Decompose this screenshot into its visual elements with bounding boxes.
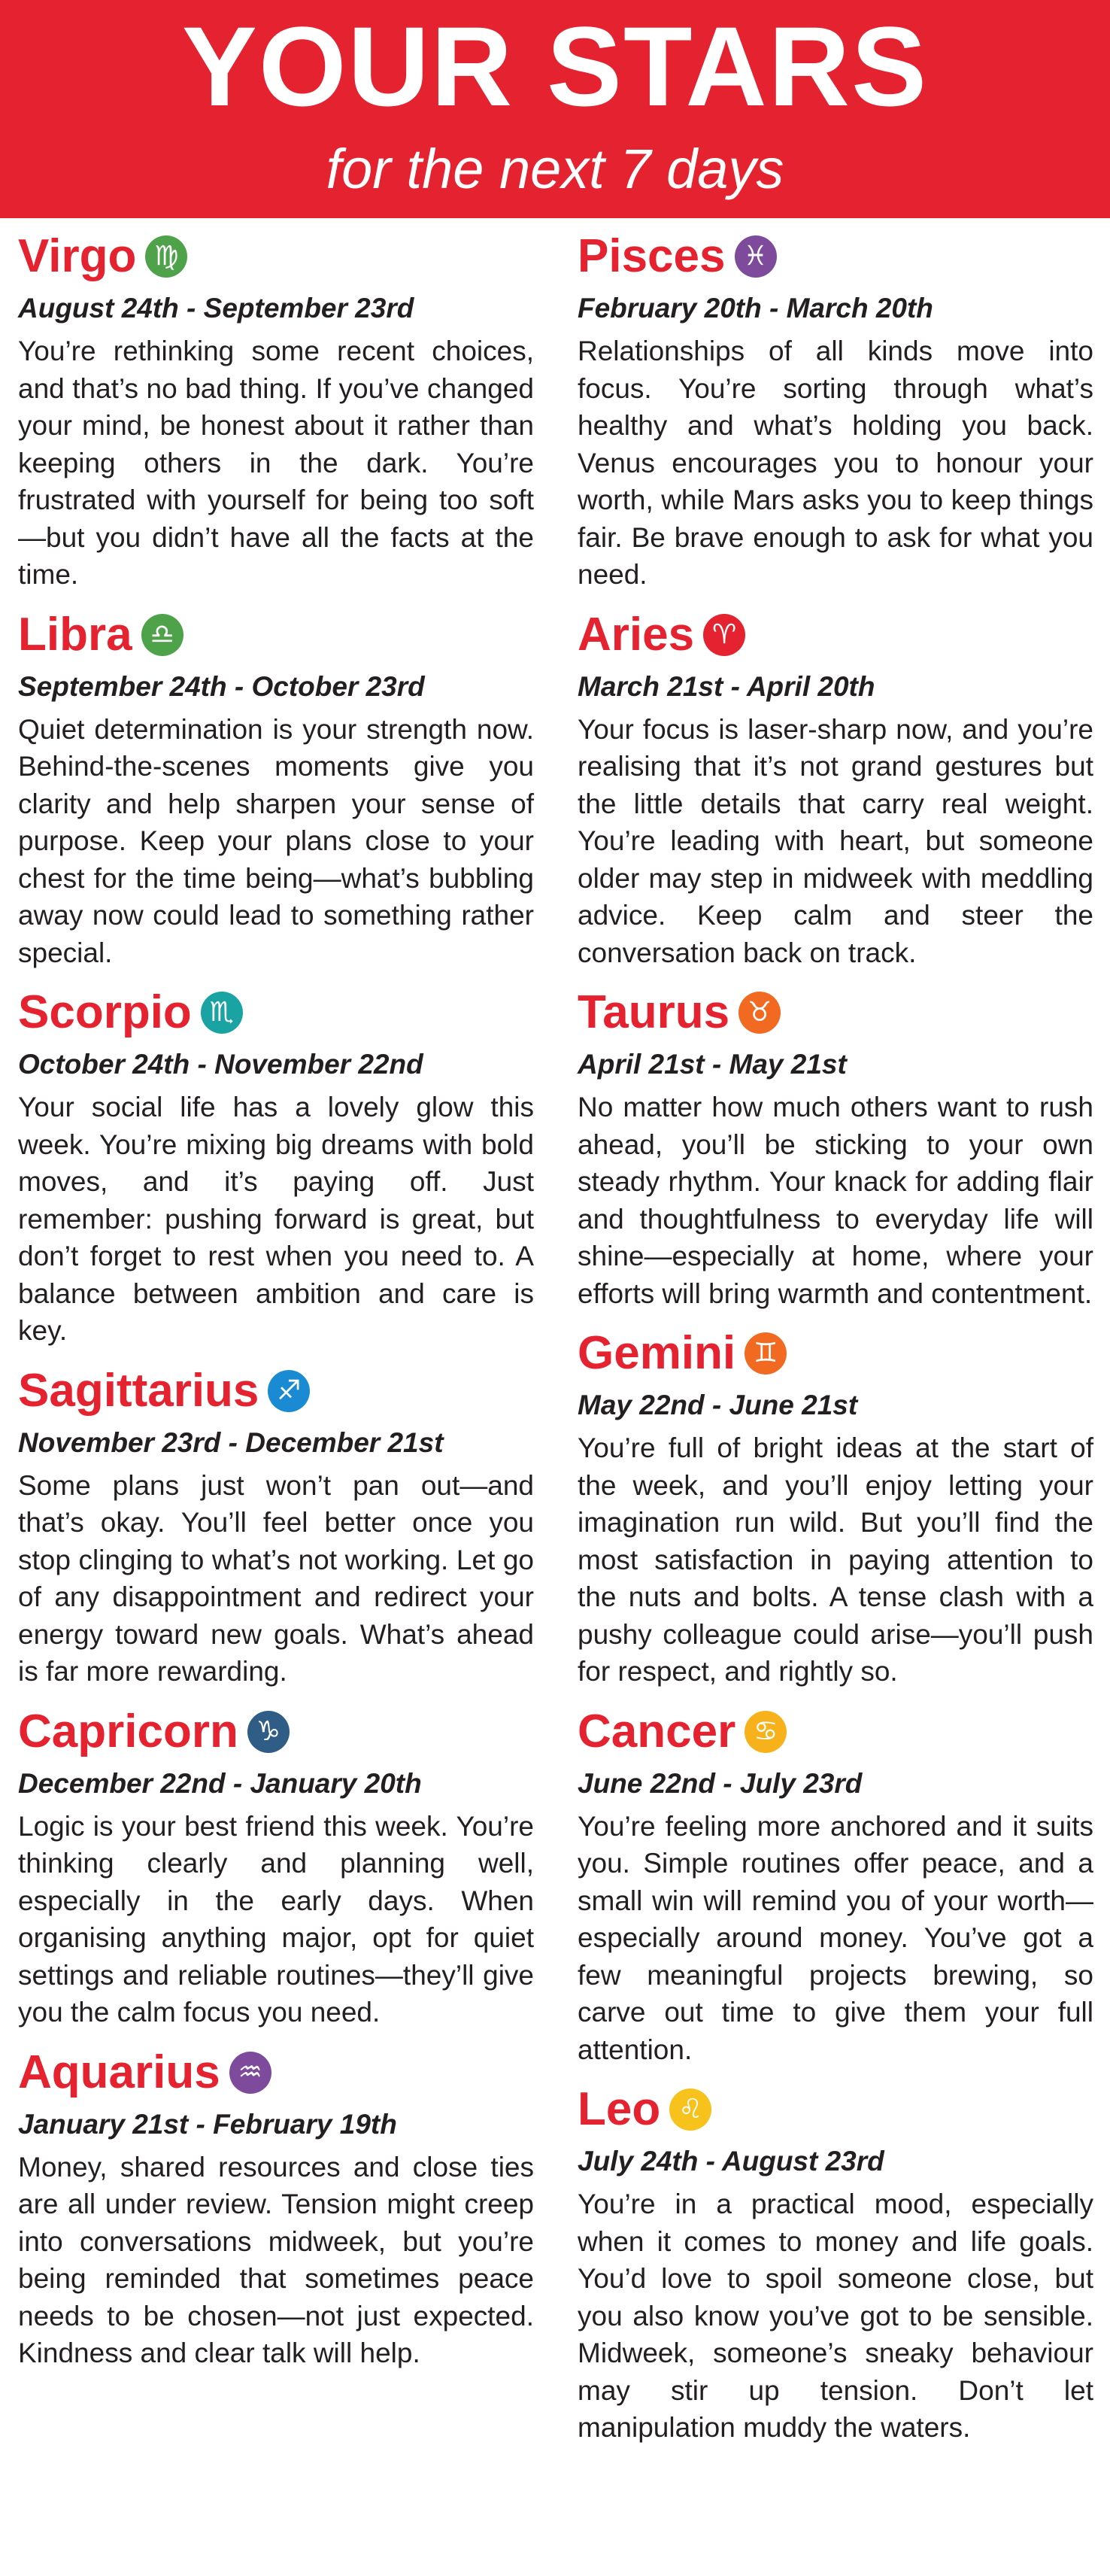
sign-forecast: Money, shared resources and close ties are all under review. Tension might creep into conversations midweek, but you’re being reminded that sometimes peace needs to be chosen—not just expected. Kindness and clear talk will help. [18, 2151, 534, 2368]
page-title: YOUR STARS [181, 3, 929, 129]
sign-section-virgo [18, 227, 534, 594]
sign-heading [18, 2043, 534, 2102]
aquarius-icon: ♒ [229, 2052, 271, 2094]
sign-section-aries [578, 606, 1093, 972]
sign-name: Taurus [578, 986, 730, 1038]
sign-name: Sagittarius [18, 1364, 259, 1417]
sign-forecast: Your social life has a lovely glow this week. You’re mixing big dreams with bold moves, and it’s paying off. Just remember: pushing forward is great, but don’t forget to rest when you need to. A balance between ambition and care is key. [18, 1092, 534, 1346]
sign-heading [18, 1703, 534, 1761]
left-column [18, 227, 534, 2384]
sign-dates: January 21st - February 19th [18, 2108, 397, 2140]
sign-dates: July 24th - August 23rd [578, 2146, 884, 2177]
sign-forecast: Your focus is laser-sharp now, and you’re realising that it’s not grand gestures but the little details that carry real weight. You’re leading with heart, but someone older may step in midweek with meddling advice. Keep calm and steer the conversation back on track. [578, 713, 1093, 968]
sign-section-sagittarius [18, 1362, 534, 1690]
sign-heading [18, 1362, 534, 1420]
scorpio-icon: ♏ [201, 992, 243, 1034]
sign-dates: April 21st - May 21st [578, 1049, 847, 1080]
sign-name: Pisces [578, 230, 726, 282]
sign-dates: November 23rd - December 21st [18, 1426, 444, 1458]
sign-heading [18, 983, 534, 1042]
sign-section-libra [18, 606, 534, 972]
sign-heading [578, 606, 1093, 664]
sign-section-scorpio [18, 983, 534, 1350]
sign-dates: February 20th - March 20th [578, 293, 933, 324]
sign-section-aquarius [18, 2043, 534, 2372]
sign-heading [18, 606, 534, 664]
leo-icon: ♌ [669, 2088, 711, 2131]
sign-section-pisces [578, 227, 1093, 594]
sign-forecast: You’re rethinking some recent choices, and that’s no bad thing. If you’ve changed your mind, be honest about it rather than keeping others in the dark. You’re frustrated with yourself for being too soft—but you didn’t have all the facts at the time. [18, 336, 534, 590]
right-column [578, 227, 1093, 2459]
sign-name: Cancer [578, 1705, 736, 1757]
taurus-icon: ♉ [738, 992, 781, 1034]
sign-section-taurus [578, 983, 1093, 1312]
aries-icon: ♈ [703, 614, 745, 656]
sign-section-capricorn [18, 1703, 534, 2031]
sign-heading [578, 227, 1093, 286]
sign-heading [578, 2080, 1093, 2139]
header-banner [0, 0, 1110, 218]
sign-name: Leo [578, 2083, 661, 2135]
page-subtitle: for the next 7 days [326, 138, 784, 200]
sign-name: Aries [578, 608, 695, 661]
sagittarius-icon: ♐ [268, 1370, 310, 1412]
sign-forecast: You’re feeling more anchored and it suits you. Simple routines offer peace, and a small win will remind you of your worth—especially around money. You’ve got a few meaningful projects brewing, so carve out time to give them your full attention. [578, 1810, 1093, 2065]
sign-dates: May 22nd - June 21st [578, 1390, 858, 1420]
sign-heading [578, 983, 1093, 1042]
sign-forecast: You’re full of bright ideas at the start of the week, and you’ll enjoy letting your imagination run wild. But you’ll find the most satisfaction in paying attention to the nuts and bolts. A tense clash with a pushy colleague could arise—you’ll push for respect, and rightly so. [578, 1432, 1093, 1687]
sign-heading [578, 1324, 1093, 1383]
sign-forecast: Logic is your best friend this week. You’re thinking clearly and planning well, especially in the early days. When organising anything major, opt for quiet settings and reliable routines—they’ll give you the calm focus you need. [18, 1810, 534, 2028]
sign-heading [18, 227, 534, 286]
sign-name: Scorpio [18, 986, 192, 1038]
sign-forecast: No matter how much others want to rush ahead, you’ll be sticking to your own steady rhythm. Your knack for adding flair and thoughtfulness to everyday life will shine—especially at home, where your efforts will bring warmth and contentment. [578, 1092, 1093, 1309]
sign-dates: December 22nd - January 20th [18, 1767, 422, 1799]
sign-name: Virgo [18, 230, 137, 282]
sign-name: Gemini [578, 1327, 736, 1379]
sign-forecast: Some plans just won’t pan out—and that’s okay. You’ll feel better once you stop clinging to what’s not working. Let go of any disappointment and redirect your energy toward new goals. What’s ahead is far more rewarding. [18, 1469, 534, 1687]
sign-section-gemini [578, 1324, 1093, 1690]
sign-section-cancer [578, 1703, 1093, 2069]
sign-section-leo [578, 2080, 1093, 2447]
gemini-icon: ♊ [745, 1332, 787, 1375]
sign-dates: June 22nd - July 23rd [578, 1767, 863, 1799]
sign-forecast: Quiet determination is your strength now. Behind-the-scenes moments give you clarity and help sharpen your sense of purpose. Keep your plans close to your chest for the time being—what’s bubbling away now could lead to something rather special. [18, 713, 534, 968]
sign-forecast: Relationships of all kinds move into focus. You’re sorting through what’s healthy and what’s holding you back. Venus encourages you to honour your worth, while Mars asks you to keep things fair. Be brave enough to ask for what you need. [578, 336, 1093, 590]
virgo-icon: ♍ [145, 235, 187, 278]
cancer-icon: ♋ [745, 1711, 787, 1753]
sign-name: Capricorn [18, 1705, 238, 1757]
libra-icon: ♎ [141, 614, 183, 656]
sign-dates: September 24th - October 23rd [18, 670, 425, 702]
sign-dates: August 24th - September 23rd [18, 293, 414, 324]
capricorn-icon: ♑ [247, 1711, 290, 1753]
pisces-icon: ♓ [735, 235, 777, 278]
sign-name: Aquarius [18, 2046, 220, 2098]
sign-dates: March 21st - April 20th [578, 670, 875, 702]
sign-forecast: You’re in a practical mood, especially when it comes to money and life goals. You’d love to spoil someone close, but you also know you’ve got to be sensible. Midweek, someone’s sneaky behaviour may stir up tension. Don’t let manipulation muddy the waters. [578, 2189, 1093, 2443]
sign-dates: October 24th - November 22nd [18, 1049, 423, 1080]
sign-heading [578, 1703, 1093, 1761]
sign-name: Libra [18, 608, 132, 661]
